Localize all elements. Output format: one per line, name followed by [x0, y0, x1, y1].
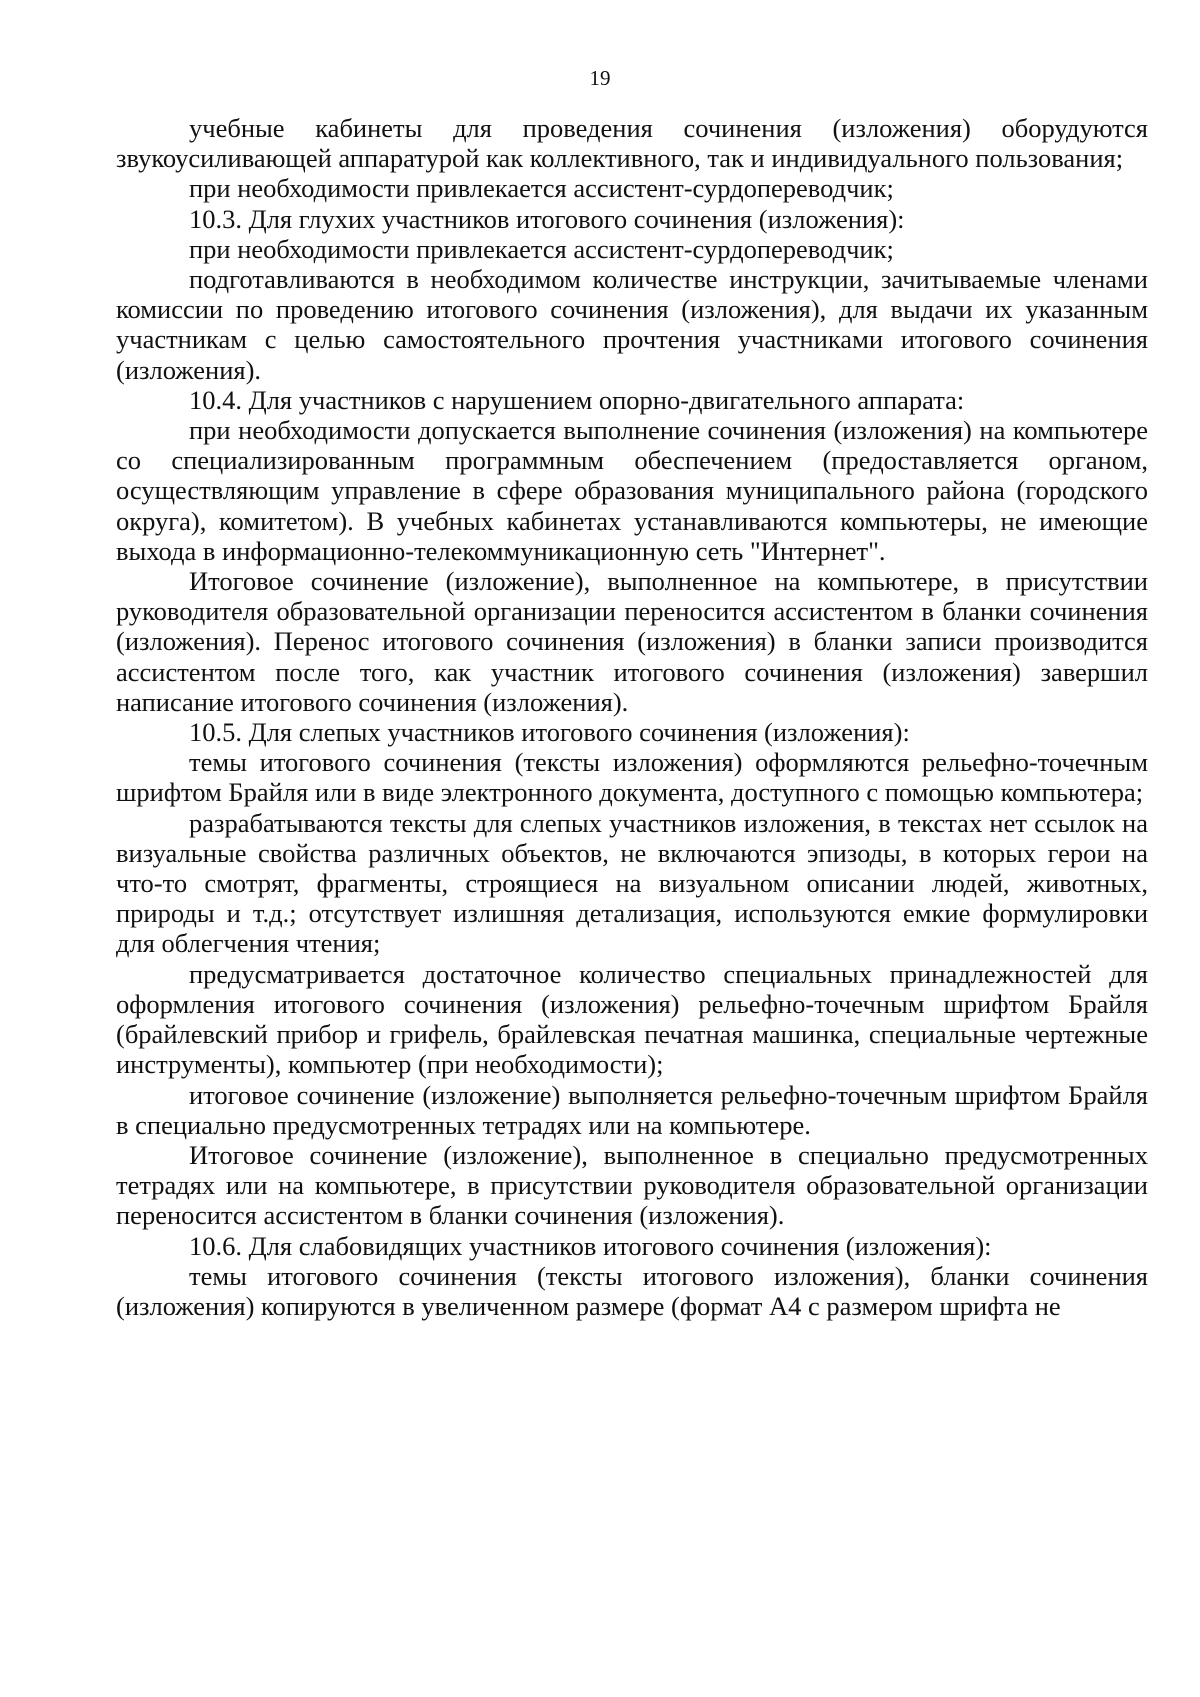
paragraph: Итоговое сочинение (изложение), выполненное на компьютере, в присутствии руководителя образовательной организации переносится ассистентом в бланки сочинения (изложения). Перенос итогового сочинения (изложения) в бланки записи производится ассистентом после того, как участник итогового сочинения (изложения) завершил написание итогового сочинения (изложения). — [116, 566, 1148, 717]
paragraph: разрабатываются тексты для слепых участников изложения, в текстах нет ссылок на визуальные свойства различных объектов, не включаются эпизоды, в которых герои на что-то смотрят, фрагменты, строящиеся на визуальном описании людей, животных, природы и т.д.; отсутствует излишняя детализация, используются емкие формулировки для облегчения чтения; — [116, 807, 1148, 959]
document-body — [116, 113, 1148, 1321]
paragraph: темы итогового сочинения (тексты итогового изложения), бланки сочинения (изложения) копируются в увеличенном размере (формат А4 с размером шрифта не — [116, 1260, 1148, 1321]
section-heading-10-4: 10.4. Для участников с нарушением опорно-двигательного аппарата: — [189, 384, 965, 415]
paragraph: подготавливаются в необходимом количестве инструкции, зачитываемые членами комиссии по проведению итогового сочинения (изложения), для выдачи их указанным участникам с целью самостоятельного прочтения участниками итогового сочинения (изложения). — [116, 264, 1148, 385]
section-heading-10-5: 10.5. Для слепых участников итогового сочинения (изложения): — [189, 717, 910, 748]
paragraph: итоговое сочинение (изложение) выполняется рельефно-точечным шрифтом Брайля в специально предусмотренных тетрадях или на компьютере. — [116, 1079, 1148, 1140]
section-heading-10-3: 10.3. Для глухих участников итогового сочинения (изложения): — [189, 203, 905, 234]
paragraph: при необходимости допускается выполнение сочинения (изложения) на компьютере со специализированным программным обеспечением (предоставляется органом, осуществляющим управление в сфере образования муниципального района (городского округа), комитетом). В учебных кабинетах устанавливаются компьютеры, не имеющие выхода в информационно-телекоммуникационную сеть "Интернет". — [116, 415, 1148, 566]
paragraph: Итоговое сочинение (изложение), выполненное в специально предусмотренных тетрадях или на компьютере, в присутствии руководителя образовательной организации переносится ассистентом в бланки сочинения (изложения). — [116, 1139, 1148, 1231]
paragraph: предусматривается достаточное количество специальных принадлежностей для оформления итогового сочинения (изложения) рельефно-точечным шрифтом Брайля (брайлевский прибор и грифель, брайлевская печатная машинка, специальные чертежные инструменты), компьютер (при необходимости); — [116, 958, 1148, 1080]
page-number: 19 — [589, 66, 611, 90]
paragraph: при необходимости привлекается ассистент-сурдопереводчик; — [189, 173, 894, 204]
paragraph: темы итогового сочинения (тексты изложения) оформляются рельефно-точечным шрифтом Брайля или в виде электронного документа, доступного с помощью компьютера; — [116, 747, 1148, 808]
paragraph: при необходимости привлекается ассистент-сурдопереводчик; — [189, 233, 894, 264]
section-heading-10-6: 10.6. Для слабовидящих участников итогового сочинения (изложения): — [189, 1230, 992, 1261]
paragraph: учебные кабинеты для проведения сочинения (изложения) оборудуются звукоусиливающей аппаратурой как коллективного, так и индивидуального пользования; — [116, 113, 1148, 174]
